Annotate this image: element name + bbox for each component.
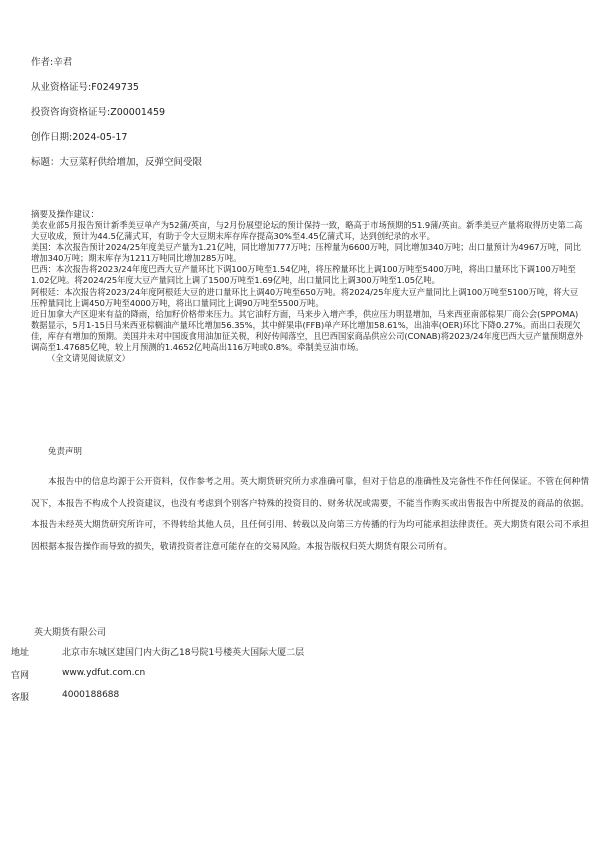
service-phone: 4000188688	[62, 690, 120, 700]
read-full-text-link[interactable]: （全文请见阅读原文）	[47, 353, 130, 364]
qualification-line: 从业资格证号:F0249735	[31, 82, 139, 93]
summary-paragraph-us-usda: 美农业部5月报告预计新季美豆单产为52蒲/英亩，与2月份展望论坛的预计保持一致，略高于市场预期的51.9蒲/英亩。新季美豆产量将取得历史第二高大豆收成，预计为44.5亿蒲式耳，有助于令大豆期末库存库存提高30%至4.45亿蒲式耳，达到创纪录的水平。	[31, 220, 583, 242]
website-link[interactable]: www.ydfut.com.cn	[62, 668, 146, 678]
website-label: 官网	[11, 671, 30, 681]
service-label: 客服	[11, 693, 30, 703]
created-date-line: 创作日期:2024-05-17	[31, 132, 128, 143]
report-title: 标题：大豆菜籽供给增加，反弹空间受限	[31, 157, 203, 168]
disclaimer-body: 本报告中的信息均源于公开资料，仅作参考之用。英大期货研究所力求准确可靠，但对于信息的准确性及完备性不作任何保证。不管在何种情况下，本报告不构成个人投资建议，也没有考虑到个别客户特殊的投资目的、财务状况或需要，不能当作购买或出售报告中所提及的商品的依据。本报告未经英大期货研究所许可，不得转给其他人员，且任何引用、转载以及向第三方传播的行为均可能承担法律责任。英大期货有限公司不承担因根据本报告操作而导致的损失，敬请投资者注意可能存在的交易风险。本报告版权归英大期货有限公司所有。	[31, 477, 589, 552]
summary-body	[31, 220, 586, 364]
address-label: 地址	[11, 648, 30, 658]
summary-label: 摘要及操作建议：	[31, 210, 100, 220]
summary-paragraph-us: 美国：本次报告预计2024/25年度美豆产量为1.21亿吨，同比增加777万吨；压榨量为6600万吨，同比增加340万吨；出口量预计为4967万吨，同比增加340万吨；期末库存为1211万吨同比增加285万吨。	[31, 242, 581, 264]
author-line: 作者:辛君	[31, 57, 73, 68]
summary-paragraph-brazil: 巴西：本次报告将2023/24年度巴西大豆产量环比下调100万吨至1.54亿吨，将压榨量环比上调100万吨至5400万吨，将出口量环比下调100万吨至1.02亿吨。将2024/25年度大豆产量同比上调了1500万吨至1.69亿吨，出口量同比上调300万吨至1.05亿吨。	[31, 264, 576, 286]
summary-paragraph-other-oilseeds: 近日加拿大产区迎来有益的降雨，给加籽价格带来压力。其它油籽方面，马来步入增产季，供应压力明显增加，马来西亚南部棕果厂商公会(SPPOMA)数据显示，5月1-15日马来西亚棕榈油产量环比增加56.35%，其中鲜果串(FFB)单产环比增加58.61%，出油率(OER)环比下降0.27%。而出口表现欠佳，库存有增加的预期。美国并未对中国废食用油加征关税，利好传闻落空，且巴西国家商品供应公司(CONAB)将2023/24年度巴西大豆产量预期意外调高至1.47685亿吨，较上月预测的1.4652亿吨高出116万吨或0.8%。牵制美豆油市场。	[31, 308, 584, 353]
consulting-line: 投资咨询资格证号:Z00001459	[31, 107, 166, 118]
disclaimer-title: 免责声明	[48, 447, 83, 457]
company-name: 英大期货有限公司	[34, 628, 107, 638]
address-value: 北京市东城区建国门内大街乙18号院1号楼英大国际大厦二层	[62, 648, 305, 658]
summary-paragraph-argentina: 阿根廷：本次报告将2023/24年度阿根廷大豆的进口量环比上调40万吨至650万吨。将2024/25年度大豆产量同比上调100万吨至5100万吨，将大豆压榨量同比上调450万吨至4000万吨，将出口量同比上调90万吨至5500万吨。	[31, 286, 579, 308]
